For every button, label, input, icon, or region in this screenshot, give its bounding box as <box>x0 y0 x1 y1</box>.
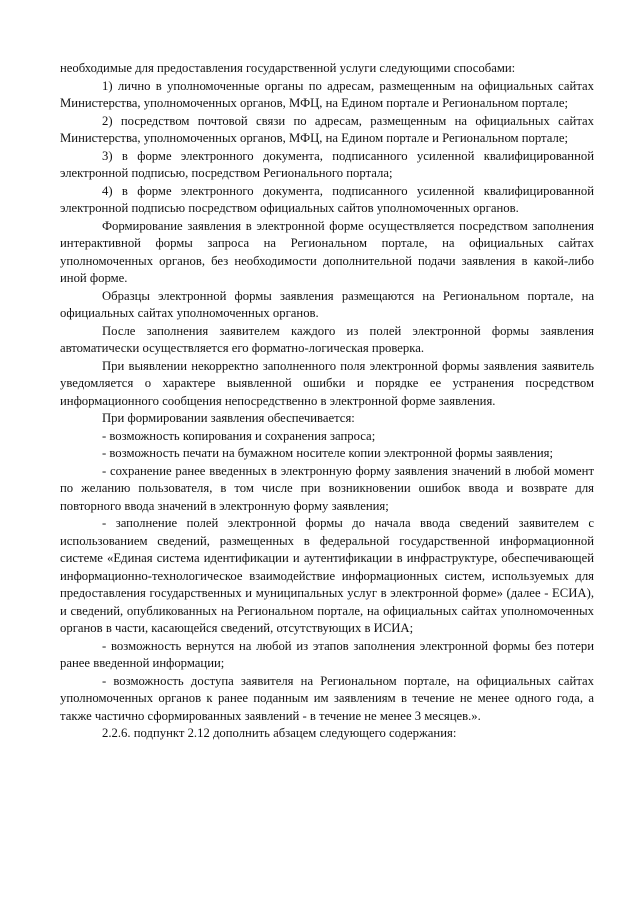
paragraph-methods-intro: необходимые для предоставления государственной услуги следующими способами: <box>60 61 516 75</box>
paragraph-error-notification: При выявлении некорректно заполненного поля электронной формы заявления заявитель уведомляется о характере выявленной ошибки и порядке ее устранения посредством информационного сообщения непосредственно в электронной форме заявления. <box>60 358 594 408</box>
paragraph-provisions-intro: При формировании заявления обеспечивается: <box>102 411 355 425</box>
list-item-print: - возможность печати на бумажном носителе копии электронной формы заявления; <box>102 446 554 460</box>
list-item-return-to-step: - возможность вернутся на любой из этапов заполнения электронной формы без потери ранее введенной информации; <box>60 638 594 670</box>
list-item-copy-save: - возможность копирования и сохранения запроса; <box>102 428 376 443</box>
paragraph-item-1-in-person: 1) лично в уполномоченные органы по адресам, размещенным на официальных сайтах Министерства, уполномоченных органов, МФЦ, на Едином портале и Региональном портале; <box>60 78 594 110</box>
paragraph-item-3-regional-portal: 3) в форме электронного документа, подписанного усиленной квалифицированной электронной подписью, посредством Регионального портала; <box>60 148 594 180</box>
list-item-prefill-esia: - заполнение полей электронной формы до начала ввода сведений заявителем с использованием сведений, размещенных в федеральной государственной информационной системе «Единая система идентификации и аутентификации в инфраструктуре, обеспечивающей информационно-технологическое взаимодействие информационных систем, используемых для предоставления государственных и муниципальных услуг в электронной форме» (далее - ЕСИА), и сведений, опубликованных на Региональном портале, на официальных сайтах уполномоченных органов в части, касающейся сведений, отсутствующих в ИСИА; <box>60 516 594 635</box>
list-item-save-values: - сохранение ранее введенных в электронную форму заявления значений в любой момент по желанию пользователя, в том числе при возникновении ошибок ввода и возврате для повторного ввода значений в электронную форму заявления; <box>60 463 594 513</box>
paragraph-format-check: После заполнения заявителем каждого из полей электронной формы заявления автоматически осуществляется его форматно-логическая проверка. <box>60 323 594 355</box>
paragraph-amendment-2-2-6: 2.2.6. подпункт 2.12 дополнить абзацем следующего содержания: <box>102 726 457 740</box>
paragraph-electronic-form-creation: Формирование заявления в электронной форме осуществляется посредством заполнения интерактивной формы запроса на Региональном портале, на официальных сайтах уполномоченных органов, без необходимости дополнительной подачи заявления в какой-либо иной форме. <box>60 218 594 285</box>
paragraph-form-samples: Образцы электронной формы заявления размещаются на Региональном портале, на официальных сайтах уполномоченных органов. <box>60 288 594 320</box>
list-item-access-previous: - возможность доступа заявителя на Региональном портале, на официальных сайтах уполномоченных органов к ранее поданным им заявлениям в течение не менее одного года, а также частично сформированных заявлений - в течение не менее 3 месяцев.». <box>60 673 594 723</box>
paragraph-item-4-official-sites: 4) в форме электронного документа, подписанного усиленной квалифицированной электронной подписью посредством официальных сайтов уполномоченных органов. <box>60 183 594 215</box>
paragraph-item-2-postal: 2) посредством почтовой связи по адресам, размещенным на официальных сайтах Министерства, уполномоченных органов, МФЦ, на Едином портале и Региональном портале; <box>60 113 594 145</box>
